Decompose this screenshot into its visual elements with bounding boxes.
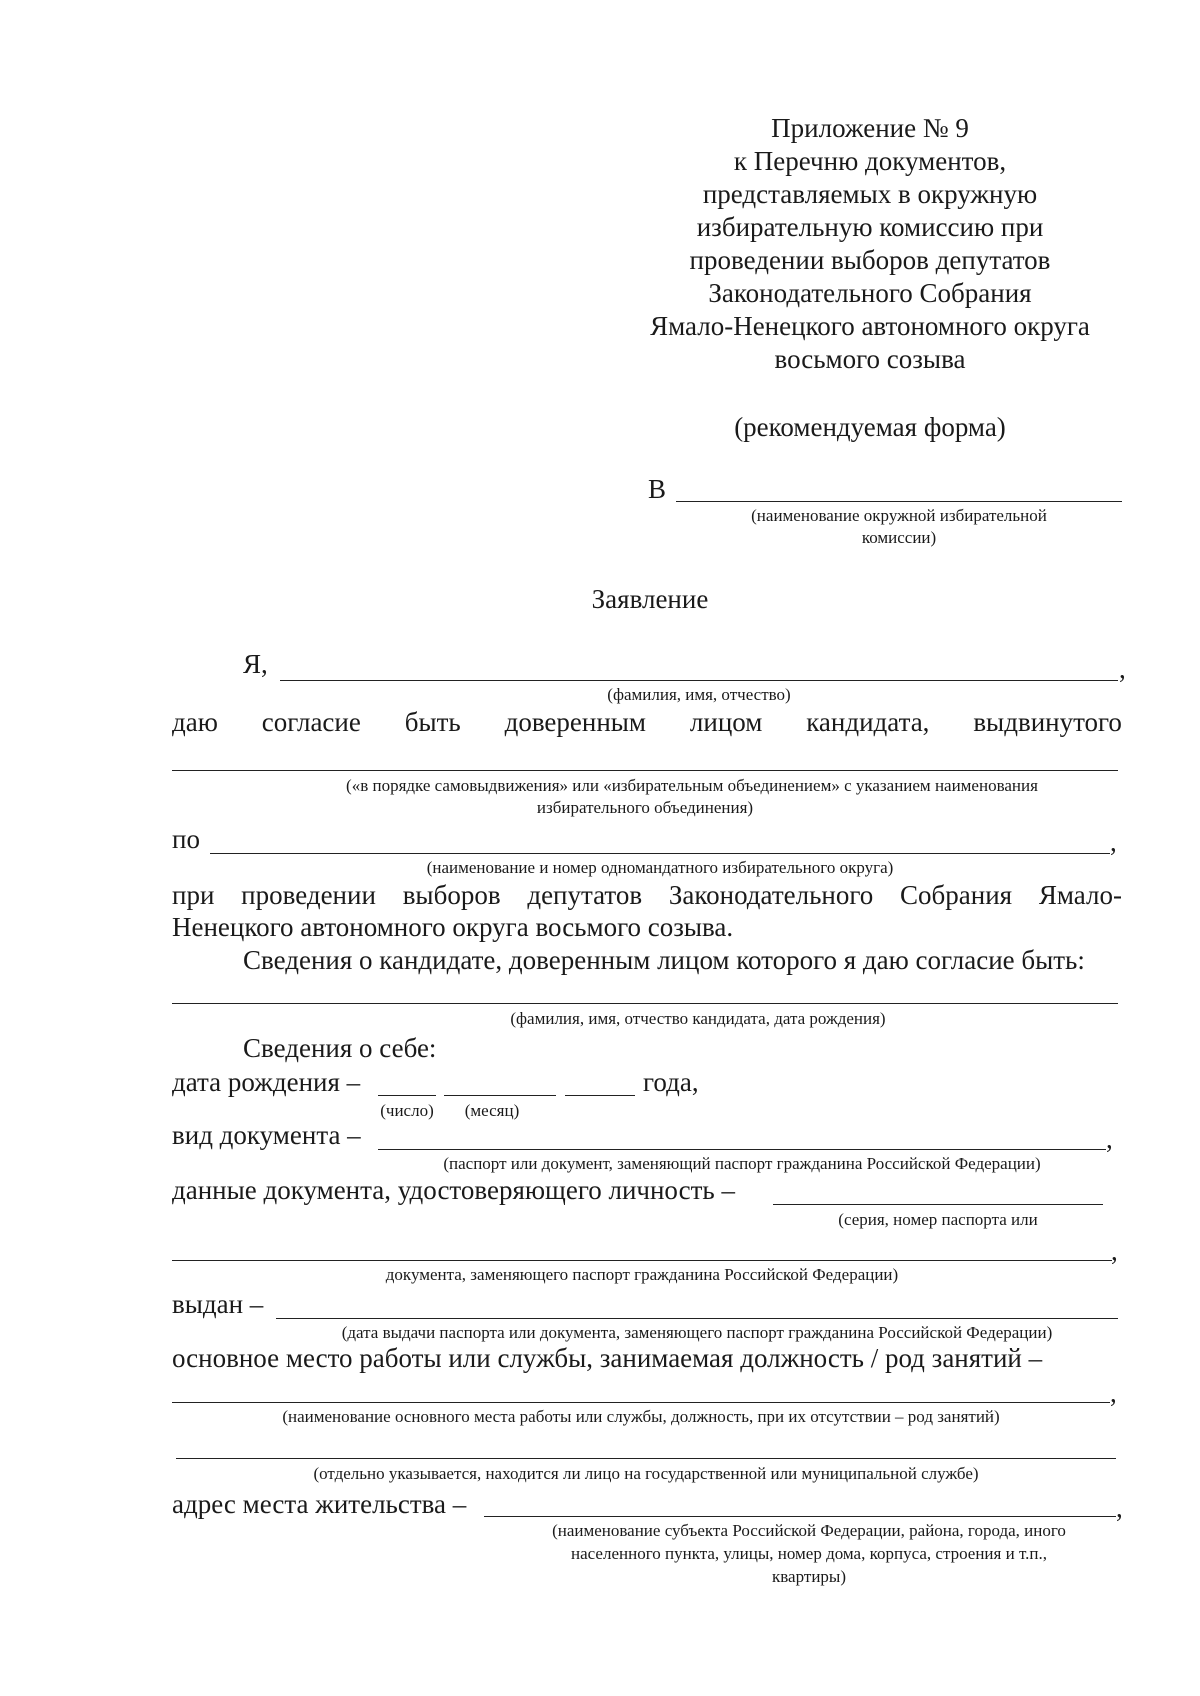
- po-prefix: по: [172, 824, 200, 854]
- elections-word: Ямало-: [1038, 880, 1122, 910]
- elections-word: Собрания: [900, 880, 1013, 910]
- service-caption: (отдельно указывается, находится ли лицо на государственной или муниципальной службе): [313, 1464, 979, 1483]
- work-label: основное место работы или службы, занимаемая должность / род занятий –: [172, 1343, 1043, 1373]
- work-caption: (наименование основного места работы или службы, должность, при их отсутствии – род занятий): [282, 1407, 1000, 1426]
- consent-word: быть: [404, 707, 461, 737]
- address-caption-3: квартиры): [772, 1567, 846, 1586]
- header-line: представляемых в окружную: [702, 179, 1038, 209]
- header-line: Приложение № 9: [771, 113, 969, 143]
- header-line: восьмого созыва: [774, 344, 966, 374]
- addressee-prefix: В: [648, 474, 667, 504]
- nomination-caption-1: («в порядке самовыдвижения» или «избирательным объединением» с указанием наименования: [346, 776, 1038, 795]
- candidate-caption: (фамилия, имя, отчество кандидата, дата рождения): [510, 1009, 886, 1028]
- recommended-form-note: (рекомендуемая форма): [734, 412, 1006, 442]
- doc-data-field-2[interactable]: [172, 1260, 1112, 1261]
- appendix-header: [620, 112, 1120, 376]
- address-caption-1: (наименование субъекта Российской Федерации, района, города, иного: [552, 1521, 1066, 1540]
- nomination-caption-2: избирательного объединения): [536, 798, 754, 817]
- doc-type-field[interactable]: [378, 1149, 1106, 1150]
- district-field[interactable]: [210, 853, 1110, 854]
- comma: ,: [1106, 1124, 1113, 1154]
- elections-line-2: Ненецкого автономного округа восьмого созыва.: [172, 912, 734, 942]
- address-label: адрес места жительства –: [172, 1489, 467, 1519]
- consent-line: [172, 707, 1122, 738]
- comma: ,: [1119, 654, 1126, 684]
- candidate-field[interactable]: [172, 1003, 1118, 1004]
- about-self-label: Сведения о себе:: [243, 1033, 437, 1063]
- year-suffix: года,: [643, 1067, 699, 1097]
- issued-field[interactable]: [276, 1318, 1118, 1319]
- work-field[interactable]: [172, 1402, 1110, 1403]
- doc-type-label: вид документа –: [172, 1120, 361, 1150]
- birth-month-field[interactable]: [444, 1095, 556, 1096]
- birth-date-label: дата рождения –: [172, 1067, 361, 1097]
- nomination-field[interactable]: [172, 770, 1118, 771]
- service-field[interactable]: [176, 1458, 1116, 1459]
- elections-line-1: [172, 880, 1122, 911]
- candidate-info-label: Сведения о кандидате, доверенным лицом которого я даю согласие быть:: [243, 945, 1085, 975]
- consent-word: согласие: [261, 707, 361, 737]
- consent-word: кандидата,: [806, 707, 930, 737]
- header-line: избирательную комиссию при: [696, 212, 1044, 242]
- addressee-caption-2: комиссии): [861, 528, 937, 547]
- consent-word: лицом: [689, 707, 763, 737]
- elections-word: проведении: [241, 880, 376, 910]
- i-prefix: Я,: [243, 649, 268, 679]
- elections-word: выборов: [402, 880, 501, 910]
- birth-year-field[interactable]: [565, 1095, 635, 1096]
- birth-day-field[interactable]: [378, 1095, 436, 1096]
- day-caption: (число): [380, 1101, 434, 1120]
- comma: ,: [1116, 1493, 1123, 1523]
- comma: ,: [1110, 1378, 1117, 1408]
- district-caption: (наименование и номер одномандатного избирательного округа): [426, 858, 894, 877]
- issued-caption: (дата выдачи паспорта или документа, заменяющего паспорт гражданина Российской Федерации): [341, 1323, 1053, 1342]
- issued-label: выдан –: [172, 1289, 264, 1319]
- comma: ,: [1111, 1236, 1118, 1266]
- consent-word: даю: [172, 707, 218, 737]
- header-line: проведении выборов депутатов: [689, 245, 1051, 275]
- fio-caption: (фамилия, имя, отчество): [607, 685, 791, 704]
- address-field[interactable]: [484, 1516, 1116, 1517]
- elections-word: Законодательного: [668, 880, 874, 910]
- comma: ,: [1110, 827, 1117, 857]
- consent-word: выдвинутого: [973, 707, 1122, 737]
- address-caption-2: населенного пункта, улицы, номер дома, корпуса, строения и т.п.,: [571, 1544, 1047, 1563]
- doc-type-caption: (паспорт или документ, заменяющий паспорт гражданина Российской Федерации): [443, 1154, 1041, 1173]
- elections-word: при: [172, 880, 215, 910]
- header-line: Законодательного Собрания: [708, 278, 1032, 308]
- header-line: Ямало-Ненецкого автономного округа: [650, 311, 1090, 341]
- doc-data-caption-1: (серия, номер паспорта или: [838, 1210, 1038, 1229]
- header-line: к Перечню документов,: [733, 146, 1007, 176]
- elections-word: депутатов: [527, 880, 643, 910]
- addressee-field[interactable]: [676, 501, 1122, 502]
- applicant-fio-field[interactable]: [280, 680, 1118, 681]
- consent-word: доверенным: [504, 707, 647, 737]
- doc-data-field-1[interactable]: [773, 1204, 1103, 1205]
- doc-data-caption-2: документа, заменяющего паспорт гражданина Российской Федерации): [385, 1265, 899, 1284]
- document-title: Заявление: [591, 584, 709, 614]
- addressee-caption-1: (наименование окружной избирательной: [751, 506, 1047, 525]
- doc-data-label: данные документа, удостоверяющего личность –: [172, 1175, 735, 1205]
- month-caption: (месяц): [464, 1101, 520, 1120]
